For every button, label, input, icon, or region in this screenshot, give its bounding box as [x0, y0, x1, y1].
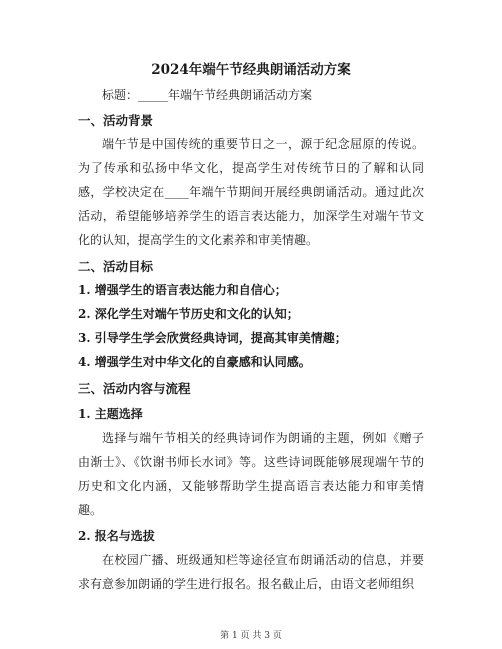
section-heading-background: 一、活动背景	[78, 113, 154, 128]
goal-item: 2. 深化学生对端午节历史和文化的认知；	[78, 307, 299, 321]
goal-item: 4. 增强学生对中华文化的自豪感和认同感。	[78, 355, 311, 369]
subsection-heading-registration: 2. 报名与选拔	[78, 529, 155, 543]
subsection-heading-theme: 1. 主题选择	[78, 407, 143, 421]
page-footer: 第 1 页 共 3 页	[220, 631, 282, 641]
registration-paragraph: 在校园广播、班级通知栏等途径宣布朗诵活动的信息，并要求有意参加朗诵的学生进行报名。报名截止后，由语文老师组织	[78, 553, 424, 591]
section-heading-content: 三、活动内容与流程	[78, 381, 191, 396]
goal-item: 1. 增强学生的语言表达能力和自信心；	[78, 283, 287, 297]
section-heading-goals: 二、活动目标	[78, 259, 154, 274]
background-paragraph: 端午节是中国传统的重要节日之一，源于纪念屈原的传说。为了传承和弘扬中华文化，提高学生对传统节日的了解和认同感，学校决定在____年端午节期间开展经典朗诵活动。通过此次活动，希望能够培养学生的语言表达能力，加深学生对端午节文化的认知，提高学生的文化素养和审美情趣。	[78, 137, 424, 247]
goal-item: 3. 引导学生学会欣赏经典诗词，提高其审美情趣；	[78, 331, 347, 345]
document-subtitle: 标题：_____年端午节经典朗诵活动方案	[102, 88, 313, 102]
theme-paragraph: 选择与端午节相关的经典诗词作为朗诵的主题，例如《赠子由渐士》、《饮谢书师长水词》等。这些诗词既能够展现端午节的历史和文化内涵，又能够帮助学生提高语言表达能力和审美情趣。	[78, 431, 424, 517]
document-title: 2024年端午节经典朗诵活动方案	[151, 62, 351, 78]
